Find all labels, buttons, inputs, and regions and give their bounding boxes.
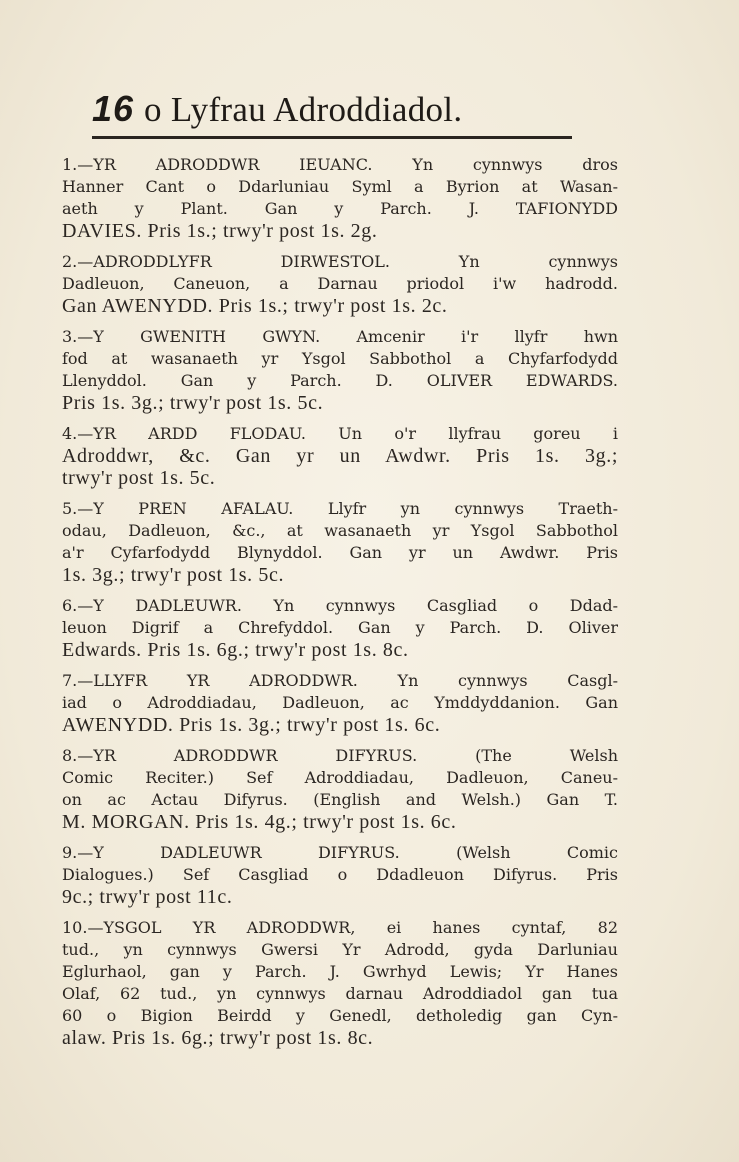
book-entry-line: Hanner Cant o Ddarluniau Syml a Byrion at Wasan-: [62, 177, 618, 196]
book-entry-title-line: 8.—YR ADRODDWR DIFYRUS. (The Welsh: [62, 746, 618, 765]
book-entry-line: Adroddwr, &c. Gan yr un Awdwr. Pris 1s. 3g.;: [62, 445, 618, 467]
book-entry-title-line: 4.—YR ARDD FLODAU. Un o'r llyfrau goreu i: [62, 424, 618, 443]
book-entry-line: aeth y Plant. Gan y Parch. J. TAFIONYDD: [62, 199, 618, 218]
book-entry: [62, 251, 618, 317]
heading-underline: [92, 136, 572, 139]
book-entry-line: fod at wasanaeth yr Ysgol Sabbothol a Chyfarfodydd: [62, 349, 618, 368]
book-entry: [62, 154, 618, 242]
book-entry-line: a'r Cyfarfodydd Blynyddol. Gan yr un Awdwr. Pris: [62, 543, 618, 562]
book-entry: [62, 498, 618, 586]
book-entry-line: alaw. Pris 1s. 6g.; trwy'r post 1s. 8c.: [62, 1027, 374, 1049]
book-entry-line: Eglurhaol, gan y Parch. J. Gwrhyd Lewis; Yr Hanes: [62, 962, 618, 981]
book-entry: [62, 326, 618, 414]
book-entry-line: Dialogues.) Sef Casgliad o Ddadleuon Difyrus. Pris: [62, 865, 618, 884]
book-entry-line: Comic Reciter.) Sef Adroddiadau, Dadleuon, Caneu-: [62, 768, 618, 787]
book-entry-line: leuon Digrif a Chrefyddol. Gan y Parch. D. Oliver: [62, 618, 618, 637]
book-entry-title-line: 9.—Y DADLEUWR DIFYRUS. (Welsh Comic: [62, 843, 618, 862]
book-entry-line: Edwards. Pris 1s. 6g.; trwy'r post 1s. 8c.: [62, 639, 409, 661]
book-entry-title-line: 2.—ADRODDLYFR DIRWESTOL. Yn cynnwys: [62, 252, 618, 271]
book-entry-line: 1s. 3g.; trwy'r post 1s. 5c.: [62, 564, 285, 586]
book-entry-line: tud., yn cynnwys Gwersi Yr Adrodd, gyda Darluniau: [62, 940, 618, 959]
book-entry-line: iad o Adroddiadau, Dadleuon, ac Ymddyddanion. Gan: [62, 693, 618, 712]
book-entry-line: on ac Actau Difyrus. (English and Welsh.) Gan T.: [62, 790, 618, 809]
book-entry: [62, 745, 618, 833]
book-entry: [62, 670, 618, 736]
book-entry-line: Gan AWENYDD. Pris 1s.; trwy'r post 1s. 2c.: [62, 295, 448, 317]
book-entry-title-line: 6.—Y DADLEUWR. Yn cynnwys Casgliad o Ddad-: [62, 596, 618, 615]
book-entry-line: Olaf, 62 tud., yn cynnwys darnau Adroddiadol gan tua: [62, 984, 618, 1003]
book-entry-line: Llenyddol. Gan y Parch. D. OLIVER EDWARDS.: [62, 371, 618, 390]
book-entry-line: Dadleuon, Caneuon, a Darnau priodol i'w hadrodd.: [62, 274, 618, 293]
page-title: o Lyfrau Adroddiadol.: [144, 90, 463, 129]
book-list: [62, 154, 618, 1058]
book-entry-title-line: 1.—YR ADRODDWR IEUANC. Yn cynnwys dros: [62, 155, 618, 174]
page-number: 16: [92, 88, 135, 129]
book-entry: [62, 842, 618, 908]
page-heading: [92, 88, 562, 130]
book-entry: [62, 595, 618, 661]
book-entry-title-line: 10.—YSGOL YR ADRODDWR, ei hanes cyntaf, 82: [62, 918, 618, 937]
book-entry-line: Pris 1s. 3g.; trwy'r post 1s. 5c.: [62, 392, 324, 414]
book-entry-line: 60 o Bigion Beirdd y Genedl, detholedig gan Cyn-: [62, 1006, 618, 1025]
book-entry-line: AWENYDD. Pris 1s. 3g.; trwy'r post 1s. 6c.: [62, 714, 441, 736]
book-entry-title-line: 7.—LLYFR YR ADRODDWR. Yn cynnwys Casgl-: [62, 671, 618, 690]
book-entry-line: M. MORGAN. Pris 1s. 4g.; trwy'r post 1s. 6c.: [62, 811, 457, 833]
book-entry-title-line: 5.—Y PREN AFALAU. Llyfr yn cynnwys Traeth-: [62, 499, 618, 518]
book-entry-title-line: 3.—Y GWENITH GWYN. Amcenir i'r llyfr hwn: [62, 327, 618, 346]
book-entry-line: 9c.; trwy'r post 11c.: [62, 886, 233, 908]
book-entry: [62, 423, 618, 489]
book-entry-line: DAVIES. Pris 1s.; trwy'r post 1s. 2g.: [62, 220, 378, 242]
book-entry: [62, 917, 618, 1049]
book-entry-line: trwy'r post 1s. 5c.: [62, 467, 216, 489]
book-entry-line: odau, Dadleuon, &c., at wasanaeth yr Ysgol Sabbothol: [62, 521, 618, 540]
